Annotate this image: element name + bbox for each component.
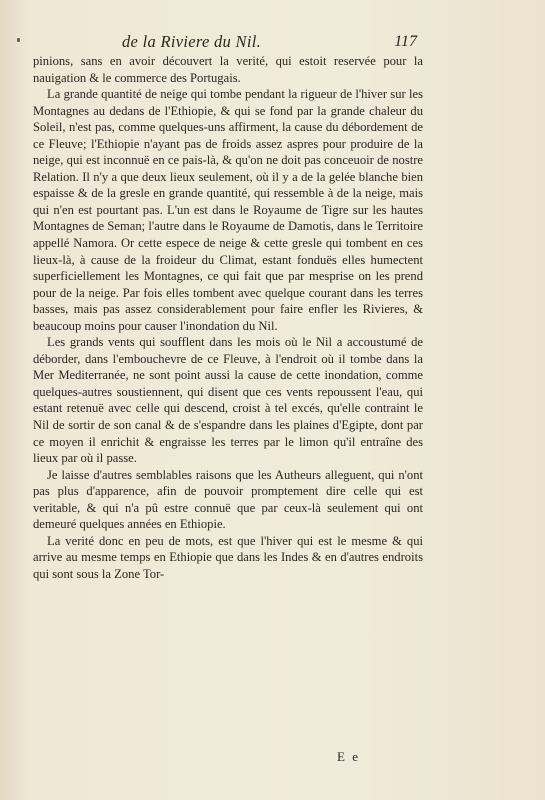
body-text [33, 53, 423, 583]
page-number: 117 [394, 33, 417, 50]
paragraph: La verité donc en peu de mots, est que l'hiver qui est le mesme & qui arrive au mesme temps en Ethiopie que dans les Indes & en d'autres endroits qui sont sous la Zone Tor- [33, 533, 423, 581]
paragraph: La grande quantité de neige qui tombe pendant la rigueur de l'hiver sur les Montagnes au dedans de l'Ethiopie, & qui se fond par la grande chaleur du Soleil, n'est pas, comme quelques-uns affirment, la cause du débordement de ce Fleuve; l'Ethiopie n'ayant pas de froids assez aspres pour produire de la neige, qui est inconnuë en ce pais-là, & qu'on ne doit pas conceuoir de nostre Relation. Il n'y a que deux lieux seulement, où il y a de la gelée blanche bien espaisse & de la gresle en grande quantité, qui ressemble à de la neige, mais qui n'en est pourtant pas. L'un est dans le Royaume de Tigre sur les hautes Montagnes de Seman; l'autre dans le Royaume de Damotis, dans le Territoire appellé Namora. Or cette espece de neige & cette gresle qui tombent en ces lieux-là, à cause de la froideur du Climat, estant fonduës elles humectent superficiellement les Montagnes, ce qui fait que par mesprise on les prend pour de la neige. Par fois elles tombent avec quelque courant dans les terres basses, mais pas assez considerablement pour faire enfler les Rivieres, & beaucoup moins pour causer l'inondation du Nil. [33, 87, 423, 333]
running-title: de la Riviere du Nil. [122, 32, 262, 51]
catchword: E e [337, 749, 360, 764]
paragraph: Les grands vents qui soufflent dans les mois où le Nil a accoustumé de déborder, dans l'embouchevre de ce Fleuve, à l'endroit où il tombe dans la Mer Mediterranée, ne sont point aussi la cause de cette inondation, comme quelques-autres soustiennent, qui disent que ces vents repoussent l'eau, qui estant retenuë avec celle qui descend, croist à tel excés, qu'elle contraint le Nil de sortir de son canal & de s'espandre dans les plaines d'Egipte, dont par ce moyen il enrichit & engraisse les terres par le limon qu'il entraîne des lieux par où il passe. [33, 335, 423, 466]
page-header [0, 32, 545, 54]
paragraph: pinions, sans en avoir découvert la verité, qui estoit reservée pour la nauigation & le commerce des Portugais. [33, 54, 423, 85]
paragraph: Je laisse d'autres semblables raisons que les Autheurs alleguent, qui n'ont pas plus d'apparence, afin de pouvoir promptement dire celle qui est veritable, & qui n'a pû estre connuë que par ceux-là seulement qui ont demeuré quelques années en Ethiopie. [33, 467, 423, 532]
